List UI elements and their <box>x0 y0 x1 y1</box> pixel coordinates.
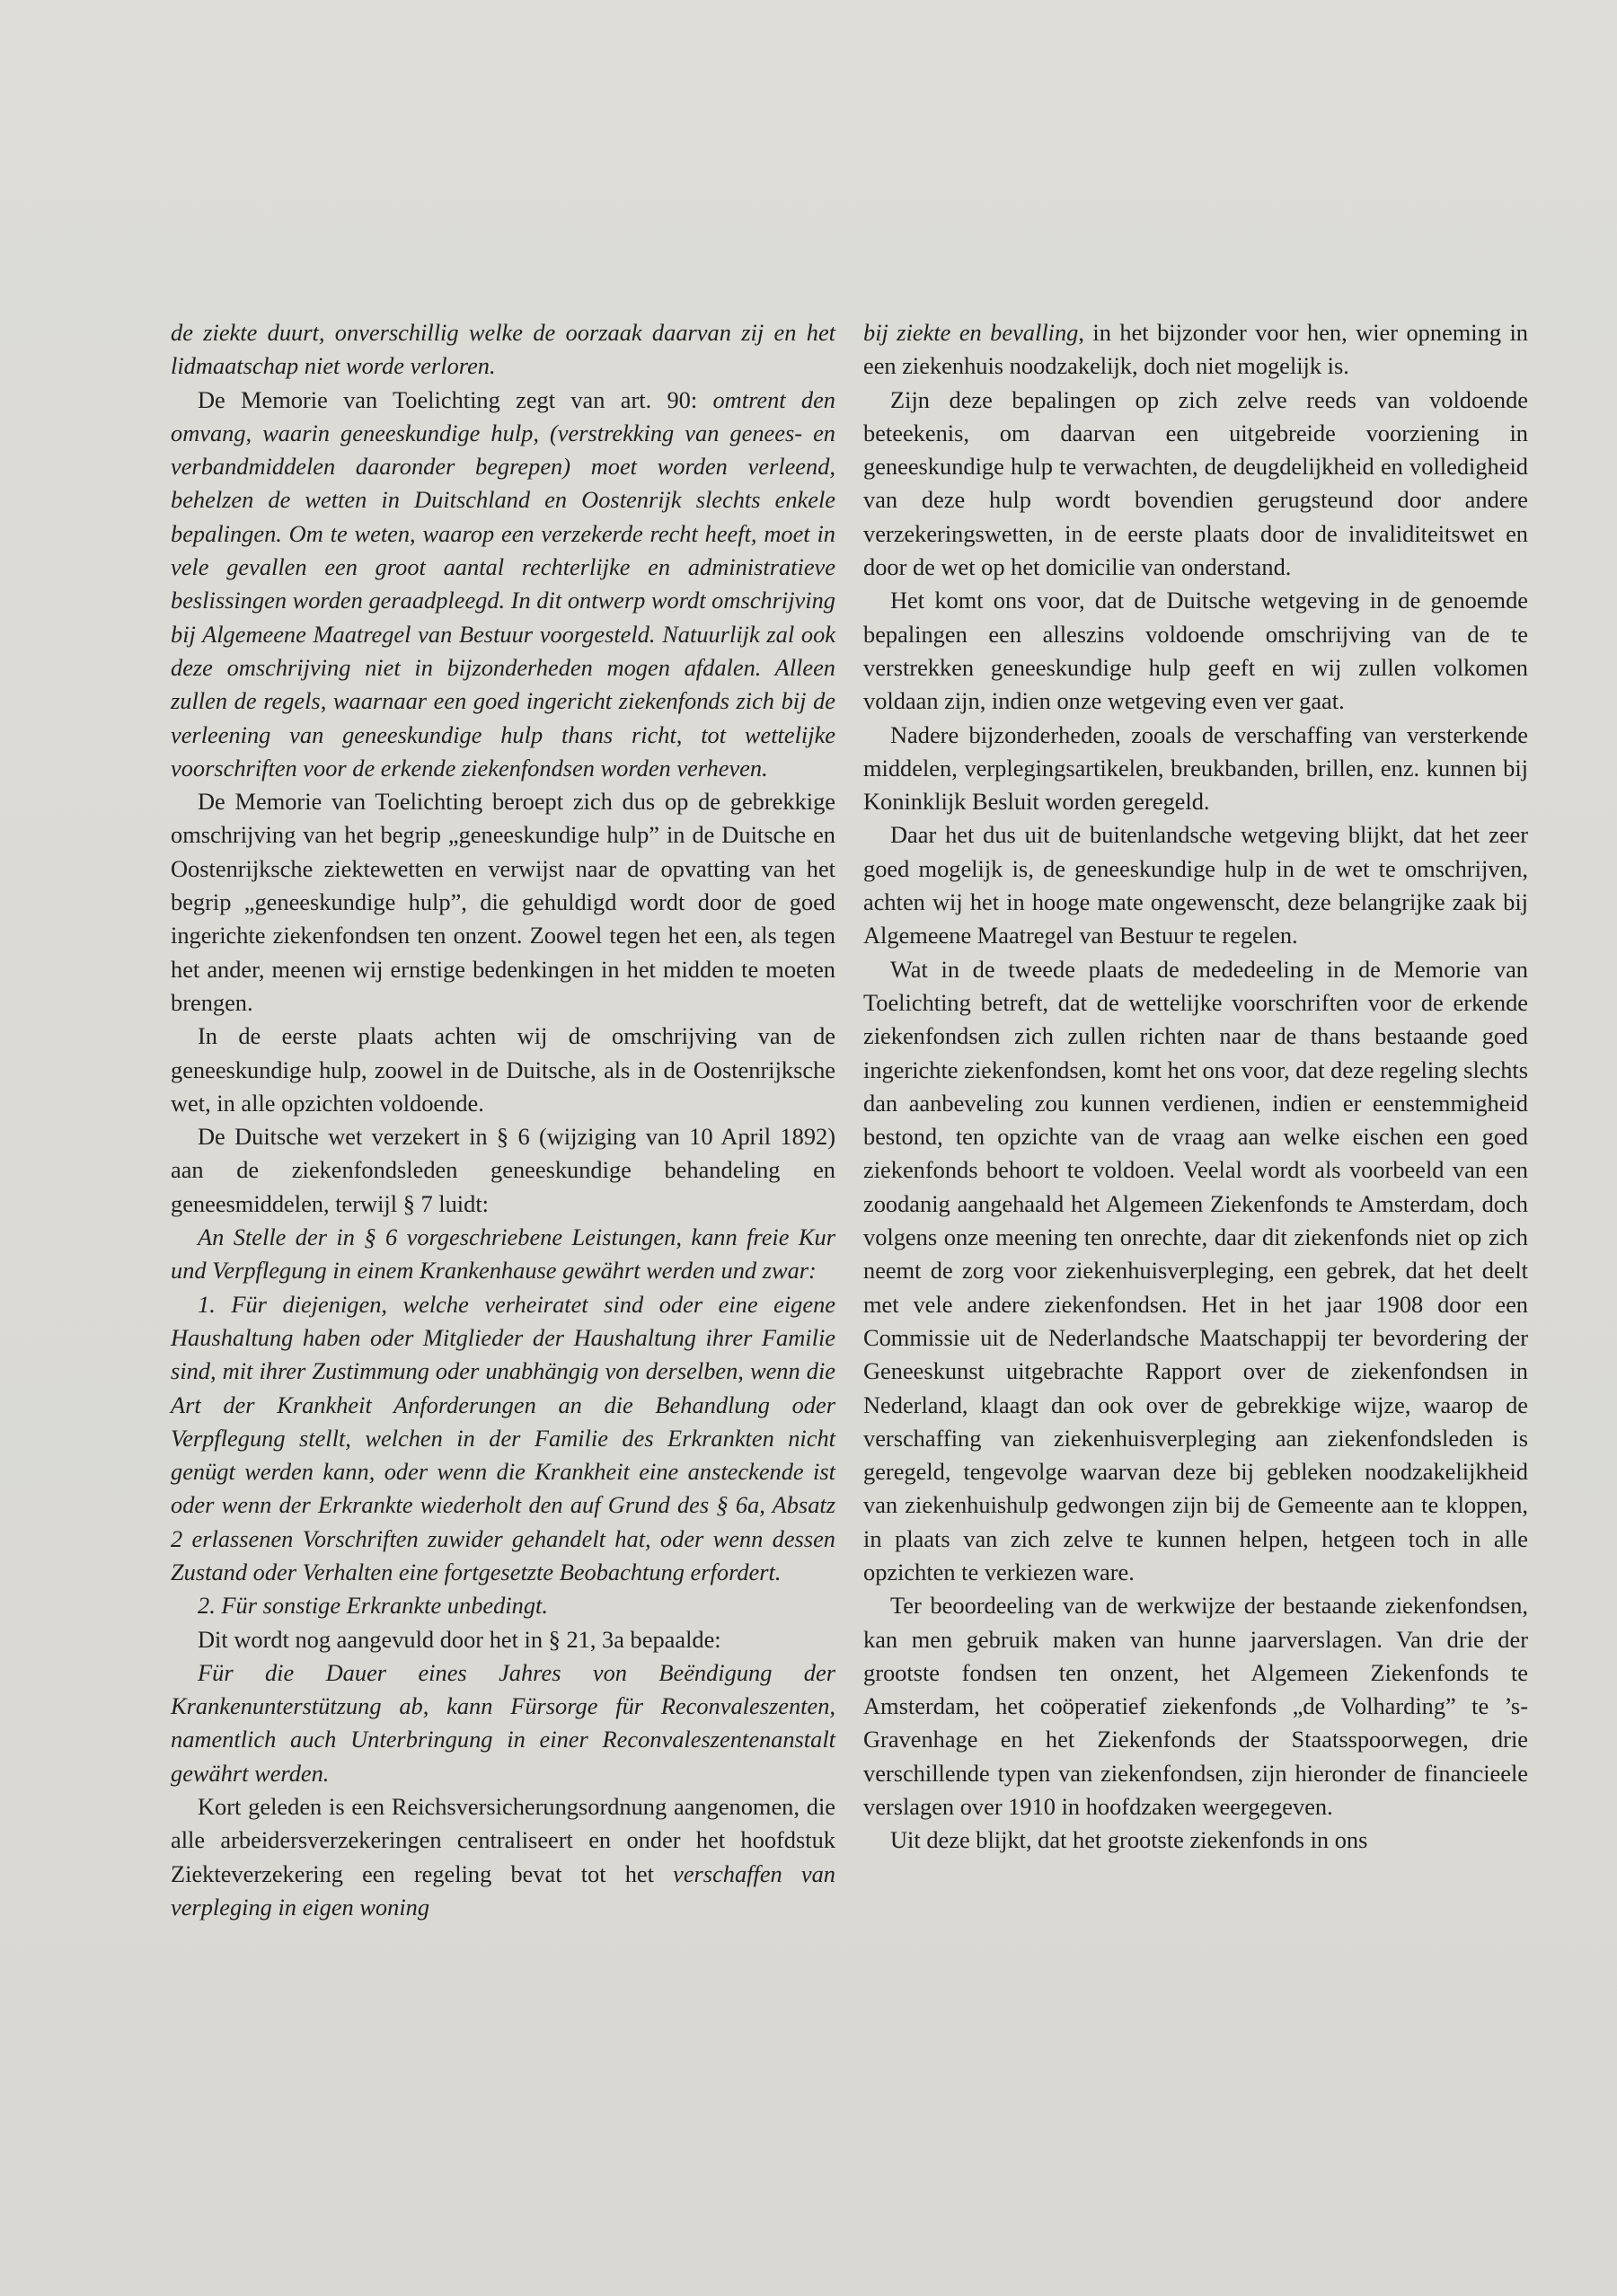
left-paragraph: In de eerste plaats achten wij de omschrijving van de geneeskundige hulp, zoowel in de Duitsche, als in de Oostenrijksche wet, in alle opzichten voldoende. <box>171 1022 835 1117</box>
left-paragraph: De Memorie van Toelichting beroept zich dus op de gebrekkige omschrijving van het begrip „geneeskundige hulp” in de Duitsche en Oostenrijksche ziektewetten en verwijst naar de opvatting van het begrip „geneeskundige hulp”, die gehuldigd wordt door de goed ingerichte ziekenfondsen ten onzent. Zoowel tegen het een, als tegen het ander, meenen wij ernstige bedenkingen in het midden te moeten brengen. <box>171 788 835 1016</box>
left-paragraph: De Duitsche wet verzekert in § 6 (wijziging van 10 April 1892) aan de ziekenfondsleden geneeskundige behandeling en geneesmiddelen, terwijl § 7 luidt: <box>171 1123 835 1217</box>
left-paragraph: 2. Für sonstige Erkrankte unbedingt. <box>198 1592 548 1620</box>
right-paragraph: Het komt ons voor, dat de Duitsche wetgeving in de genoemde bepalingen een alleszins voldoende omschrijving van de te verstrekken geneeskundige hulp geeft en wij zullen volkomen voldaan zijn, indien onze wetgeving even ver gaat. <box>863 587 1528 715</box>
left-paragraph: De Memorie van Toelichting zegt van art. 90: omtrent den omvang, waarin geneeskundige hulp, (verstrekking van genees- en verbandmiddelen daaronder begrepen) moet worden verleend, behelzen de wetten in Duitschland en Oostenrijk slechts enkele bepalingen. Om te weten, waarop een verzekerde recht heeft, moet in vele gevallen een groot aantal rechterlijke en administratieve beslissingen worden geraadpleegd. In dit ontwerp wordt omschrijving bij Algemeene Maatregel van Bestuur voorgesteld. Natuurlijk zal ook deze omschrijving niet in bijzonderheden mogen afdalen. Alleen zullen de regels, waarnaar een goed ingericht ziekenfonds zich bij de verleening van geneeskundige hulp thans richt, tot wettelijke voorschriften voor de erkende ziekenfondsen worden verheven. <box>171 385 835 782</box>
left-paragraph: Dit wordt nog aangevuld door het in § 21, 3a bepaalde: <box>198 1625 721 1653</box>
right-paragraph: Ter beoordeeling van de werkwijze der bestaande ziekenfondsen, kan men gebruik maken van hunne jaarverslagen. Van drie der grootste fondsen ten onzent, het Algemeen Ziekenfonds te Amsterdam, het coöperatief ziekenfonds „de Volharding” te ’s-Gravenhage en het Ziekenfonds der Staatsspoorwegen, drie verschillende typen van ziekenfondsen, zijn hieronder de financieele verslagen over 1910 in hoofdzaken weergegeven. <box>863 1592 1528 1821</box>
left-paragraph: 1. Für diejenigen, welche verheiratet sind oder eine eigene Haushaltung haben oder Mitglieder der Haushaltung ihrer Familie sind, mit ihrer Zustimmung oder unabhängig von derselben, wenn die Art der Krankheit Anforderungen an die Behandlung oder Verpflegung stellt, welchen in der Familie des Erkrankten nicht genügt werden kann, oder wenn die Krankheit eine ansteckende ist oder wenn der Erkrankte wiederholt den auf Grund des § 6a, Absatz 2 erlassenen Vorschriften zuwider gehandelt hat, oder wenn dessen Zustand oder Verhalten eine fortgesetzte Beobachtung erfordert. <box>171 1290 835 1585</box>
right-paragraph: Zijn deze bepalingen op zich zelve reeds van voldoende beteekenis, om daarvan een uitgebreide voorziening in geneeskundige hulp te verwachten, de deugdelijkheid en volledigheid van deze hulp wordt bovendien gerugsteund door andere verzekeringswetten, in de eerste plaats door de invaliditeitswet en door de wet op het domicilie van onderstand. <box>863 385 1528 581</box>
left-paragraph: Kort geleden is een Reichsversicherungsordnung aangenomen, die alle arbeidersverzekeringen centraliseert en onder het hoofdstuk Ziekteverzekering een regeling bevat tot het verschaffen van verpleging in eigen woning <box>171 1793 835 1921</box>
right-paragraph: Daar het dus uit de buitenlandsche wetgeving blijkt, dat het zeer goed mogelijk is, de geneeskundige hulp in de wet te omschrijven, achten wij het in hooge mate ongewenscht, deze belangrijke zaak bij Algemeene Maatregel van Bestuur te regelen. <box>863 821 1528 949</box>
left-paragraph: de ziekte duurt, onverschillig welke de oorzaak daarvan zij en het lidmaatschap niet worde verloren. <box>171 319 835 380</box>
right-paragraph: Uit deze blijkt, dat het grootste ziekenfonds in ons <box>890 1826 1368 1854</box>
right-column <box>863 316 1528 1858</box>
right-paragraph: Wat in de tweede plaats de mededeeling in de Memorie van Toelichting betreft, dat de wettelijke voorschriften voor de erkende ziekenfondsen zich zullen richten naar de thans bestaande goed ingerichte ziekenfondsen, komt het ons voor, dat deze regeling slechts dan aanbeveling zou kunnen verdienen, indien er eenstemmigheid bestond, ten opzichte van de vraag aan welke eischen een goed ziekenfonds behoort te voldoen. Veelal wordt als voorbeeld van een zoodanig aangehaald het Algemeen Ziekenfonds te Amsterdam, doch volgens onze meening ten onrechte, daar dit ziekenfonds niet op zich neemt de zorg voor ziekenhuisverpleging, een gebrek, dat het deelt met vele andere ziekenfondsen. Het in het jaar 1908 door een Commissie uit de Nederlandsche Maatschappij ter bevordering der Geneeskunst uitgebrachte Rapport over de ziekenfondsen in Nederland, klaagt dan ook over de gebrekkige wijze, waarop de verschaffing van ziekenhuisverpleging aan ziekenfondsleden is geregeld, tengevolge waarvan deze bij gebleken noodzakelijkheid van ziekenhuishulp gedwongen zijn bij de Gemeente aan te kloppen, in plaats van zich zelve te kunnen helpen, hetgeen toch in alle opzichten te verkiezen ware. <box>863 955 1528 1585</box>
left-paragraph: Für die Dauer eines Jahres von Beëndigung der Krankenunterstützung ab, kann Fürsorge für Reconvaleszenten, namentlich auch Unterbringung in einer Reconvaleszentenanstalt gewährt werden. <box>171 1658 835 1787</box>
left-paragraph: An Stelle der in § 6 vorgeschriebene Leistungen, kann freie Kur und Verpflegung in einem Krankenhause gewährt werden und zwar: <box>171 1223 835 1285</box>
left-column <box>171 316 835 1924</box>
right-paragraph: bij ziekte en bevalling, in het bijzonder voor hen, wier opneming in een ziekenhuis noodzakelijk, doch niet mogelijk is. <box>863 319 1529 380</box>
right-paragraph: Nadere bijzonderheden, zooals de verschaffing van versterkende middelen, verplegingsartikelen, breukbanden, brillen, enz. kunnen bij Koninklijk Besluit worden geregeld. <box>863 720 1528 816</box>
